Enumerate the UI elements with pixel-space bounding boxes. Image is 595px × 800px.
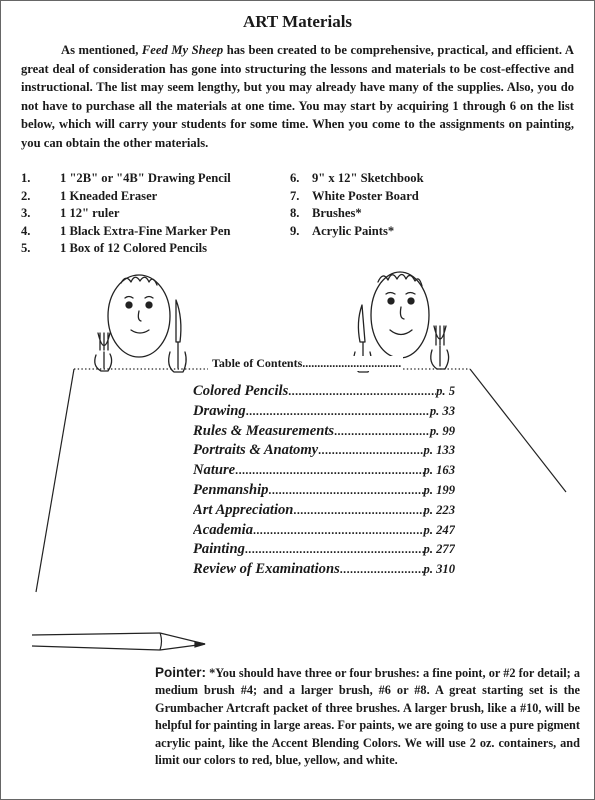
toc-leader (245, 542, 424, 557)
toc-entry (193, 383, 455, 403)
toc-entry (193, 442, 455, 462)
toc-entry-title: Portraits & Anatomy (193, 442, 319, 459)
toc-leader (318, 443, 423, 458)
intro-text-rest: has been created to be comprehensive, practical, and efficient. A great deal of consideration has gone into structuring the lessons and materials to be cost-effective and instructional. The list may seem lengthy, but you may already have many of the supplies. Also, you do not have to purchase all the materials at one time. You may start by acquiring 1 through 6 on the list below, which will carry your students for some time. When you come to the assignments on painting, you can obtain the other materials. (21, 43, 574, 150)
list-item-text: 1 "2B" or "4B" Drawing Pencil (60, 171, 231, 185)
list-item-text: Acrylic Paints* (312, 223, 395, 238)
toc-entry-title: Drawing (193, 402, 246, 419)
list-item-text: 1 12" ruler (60, 206, 120, 220)
pointer-label: Pointer: (155, 665, 207, 680)
toc-entry-title: Review of Examinations (193, 561, 340, 578)
pencil-illustration (32, 633, 205, 650)
toc-entry-page: p. 277 (423, 542, 455, 557)
face-left-illustration (95, 275, 186, 372)
list-number: 4. (21, 223, 31, 238)
toc-leader (340, 562, 424, 577)
toc-entry (193, 403, 455, 423)
toc-entry (193, 561, 455, 581)
list-item-text: White Poster Board (312, 188, 419, 203)
list-number: 7. (290, 188, 300, 203)
toc-leader (268, 483, 423, 498)
toc-leader (253, 523, 424, 538)
list-number: 2. (21, 188, 31, 203)
toc-heading: Table of Contents................................. (212, 356, 402, 370)
toc-entry (193, 482, 455, 502)
toc-entry (193, 462, 455, 482)
toc-leader (235, 463, 423, 478)
list-item-text: 1 Kneaded Eraser (60, 188, 158, 203)
toc-entry (193, 423, 455, 443)
toc-entry-page: p. 99 (429, 423, 455, 438)
toc-entry (193, 541, 455, 561)
list-item-text: 1 Black Extra-Fine Marker Pen (60, 223, 231, 238)
list-number: 6. (290, 171, 300, 185)
toc-heading-text: Table of Contents (212, 356, 303, 370)
toc-entry-title: Rules & Measurements (193, 422, 335, 439)
toc-entry-page: p. 199 (423, 482, 455, 497)
toc-entry-page: p. 223 (423, 502, 455, 517)
intro-text-start: As mentioned, (61, 43, 142, 57)
toc-entry-page: p. 133 (423, 443, 455, 458)
list-item-text: 1 Box of 12 Colored Pencils (60, 241, 208, 255)
toc-entry-title: Academia (193, 521, 253, 538)
toc-entry-title: Colored Pencils (193, 383, 289, 399)
book-title: Feed My Sheep (141, 43, 224, 57)
toc-entry-title: Nature (193, 462, 236, 479)
list-item-text: 9" x 12" Sketchbook (312, 171, 424, 185)
list-number: 9. (290, 223, 300, 238)
toc-entry (193, 522, 455, 542)
list-number: 3. (21, 206, 31, 220)
toc-entry (193, 502, 455, 522)
toc-entry-page: p. 247 (423, 522, 455, 537)
toc-entry-page: p. 33 (429, 403, 455, 418)
pointer-note (155, 664, 580, 769)
toc-entry-page: p. 5 (436, 384, 455, 398)
list-number: 8. (290, 206, 300, 220)
pointer-text: *You should have three or four brushes: a fine point, or #2 for detail; a medium brush #4; and a larger brush, #6 or #8. A great starting set is the Grumbacher Artcraft packet of three brushes. A larger brush, like a #10, will be helpful for painting in large areas. For paints, we are going to use a pure pigment acrylic paint, like the Accent Blending Colors. We will use 2 oz. containers, and limit our colors to red, blue, yellow, and white. (155, 666, 580, 768)
toc-entry-title: Art Appreciation (193, 501, 294, 518)
toc-entry-page: p. 163 (423, 463, 455, 478)
list-number: 5. (21, 241, 31, 255)
toc-leader (334, 424, 430, 439)
page-title: ART Materials (242, 12, 353, 31)
list-item-text: Brushes* (312, 206, 362, 220)
toc-leader (293, 503, 423, 518)
toc-entry-page: p. 310 (423, 562, 455, 577)
toc-leader (288, 384, 436, 399)
toc-entry-title: Painting (193, 541, 245, 558)
table-of-contents (193, 383, 455, 581)
toc-leader (246, 404, 430, 419)
toc-entry-title: Penmanship (193, 481, 269, 498)
list-number: 1. (21, 171, 31, 185)
